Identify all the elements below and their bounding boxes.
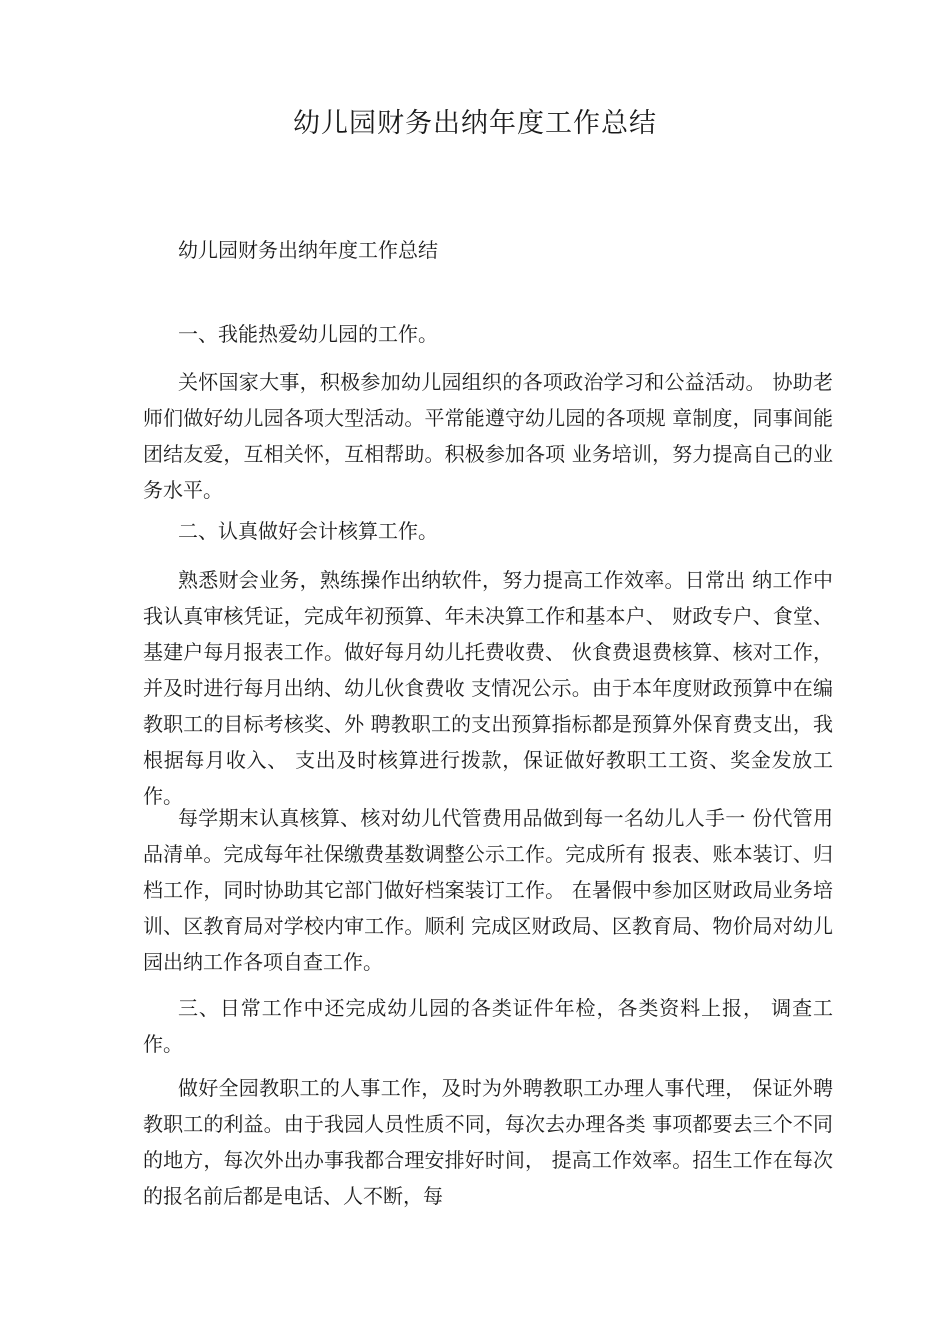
document-subtitle: 幼儿园财务出纳年度工作总结: [178, 238, 438, 262]
section-heading-1: 一、我能热爱幼儿园的工作。: [178, 322, 438, 346]
paragraph-4: 做好全园教职工的人事工作，及时为外聘教职工办理人事代理， 保证外聘教职工的利益。由于我园人员性质不同，每次去办理各类 事项都要去三个不同的地方，每次外出办事我都合理安排好时间， 提高工作效率。招生工作在每次的报名前后都是电话、人不断，每: [143, 1076, 833, 1208]
paragraph-3: 每学期末认真核算、核对幼儿代管费用品做到每一名幼儿人手一 份代管用品清单。完成每年社保缴费基数调整公示工作。完成所有 报表、账本装订、归档工作，同时协助其它部门做好档案装订工作。 在暑假中参加区财政局业务培训、区教育局对学校内审工作。顺利 完成区财政局、区教育局、物价局对幼儿园出纳工作各项自查工作。: [143, 806, 833, 974]
paragraph-1: 关怀国家大事，积极参加幼儿园组织的各项政治学习和公益活动。 协助老师们做好幼儿园各项大型活动。平常能遵守幼儿园的各项规 章制度，同事间能团结友爱，互相关怀，互相帮助。积极参加各项 业务培训，努力提高自己的业务水平。: [143, 370, 833, 502]
section-heading-3: 三、日常工作中还完成幼儿园的各类证件年检，各类资料上报， 调查工作。: [143, 996, 833, 1056]
section-heading-2: 二、认真做好会计核算工作。: [178, 519, 438, 543]
paragraph-2: 熟悉财会业务，熟练操作出纳软件，努力提高工作效率。日常出 纳工作中我认真审核凭证，完成年初预算、年未决算工作和基本户、 财政专户、食堂、基建户每月报表工作。做好每月幼儿托费收费、 伙食费退费核算、核对工作，并及时进行每月出纳、幼儿伙食费收 支情况公示。由于本年度财政预算中在编教职工的目标考核奖、外 聘教职工的支出预算指标都是预算外保育费支出，我根据每月收入、 支出及时核算进行拨款，保证做好教职工工资、奖金发放工作。: [143, 568, 833, 808]
document-title: 幼儿园财务出纳年度工作总结: [293, 108, 657, 139]
